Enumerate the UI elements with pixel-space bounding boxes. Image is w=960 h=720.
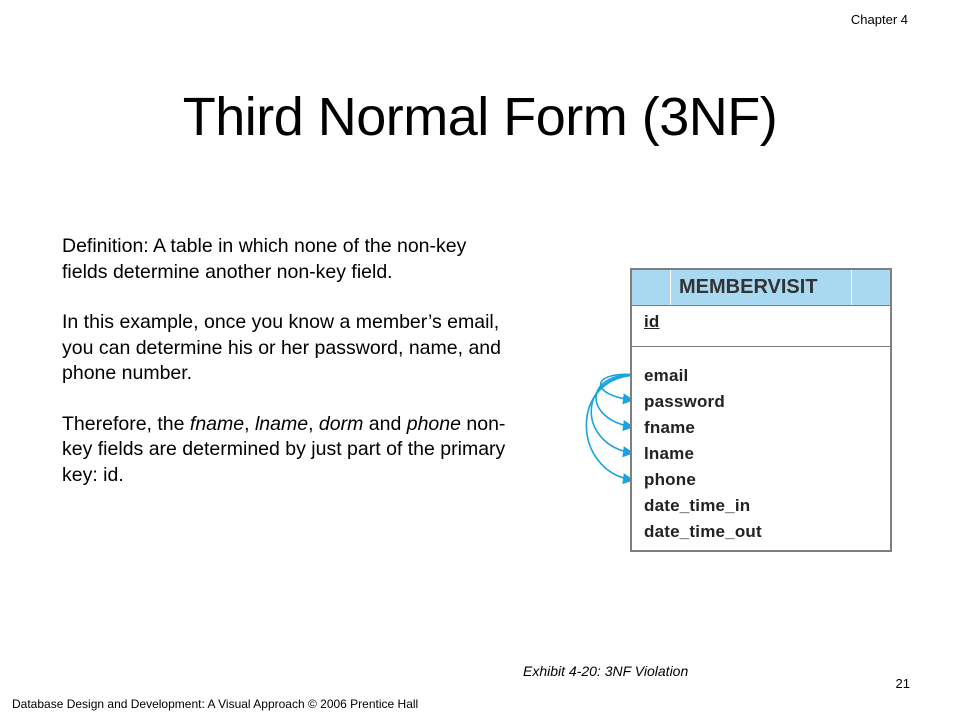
conclusion-sep-2: ,: [308, 412, 319, 435]
conclusion-rest: non-key fields are determined by just part of the primary key: id.: [62, 412, 506, 486]
membervisit-table: [630, 268, 892, 552]
field-date-time-out: date_time_out: [644, 522, 762, 541]
table-header: [632, 270, 890, 306]
table-name: MEMBERVISIT: [670, 270, 852, 305]
field-email: email: [644, 366, 689, 385]
footer-text: Database Design and Development: A Visual Approach © 2006 Prentice Hall: [12, 697, 419, 711]
field-fname: fname: [644, 418, 696, 437]
exhibit-caption: Exhibit 4-20: 3NF Violation: [523, 663, 689, 679]
field-password: password: [644, 392, 725, 411]
page-number: 21: [895, 676, 910, 691]
conclusion-sep-1: ,: [244, 412, 255, 435]
term-lname: lname: [254, 412, 309, 435]
field-lname: lname: [644, 444, 695, 463]
definition-paragraph: Definition: A table in which none of the non-key fields determine another non-key field.: [62, 235, 467, 283]
field-date-time-in: date_time_in: [644, 496, 751, 515]
term-dorm: dorm: [318, 412, 364, 435]
field-phone: phone: [644, 470, 696, 489]
term-phone: phone: [406, 412, 461, 435]
slide-title: Third Normal Form (3NF): [182, 87, 778, 147]
term-fname: fname: [189, 412, 245, 435]
chapter-label: Chapter 4: [850, 12, 908, 27]
example-paragraph: In this example, once you know a member’s email, you can determine his or her password, name, and phone number.: [62, 311, 501, 384]
conclusion-lead: Therefore, the: [62, 412, 190, 435]
conclusion-sep-3: and: [363, 412, 407, 435]
key-separator: [632, 346, 890, 347]
field-id: id: [644, 312, 660, 331]
